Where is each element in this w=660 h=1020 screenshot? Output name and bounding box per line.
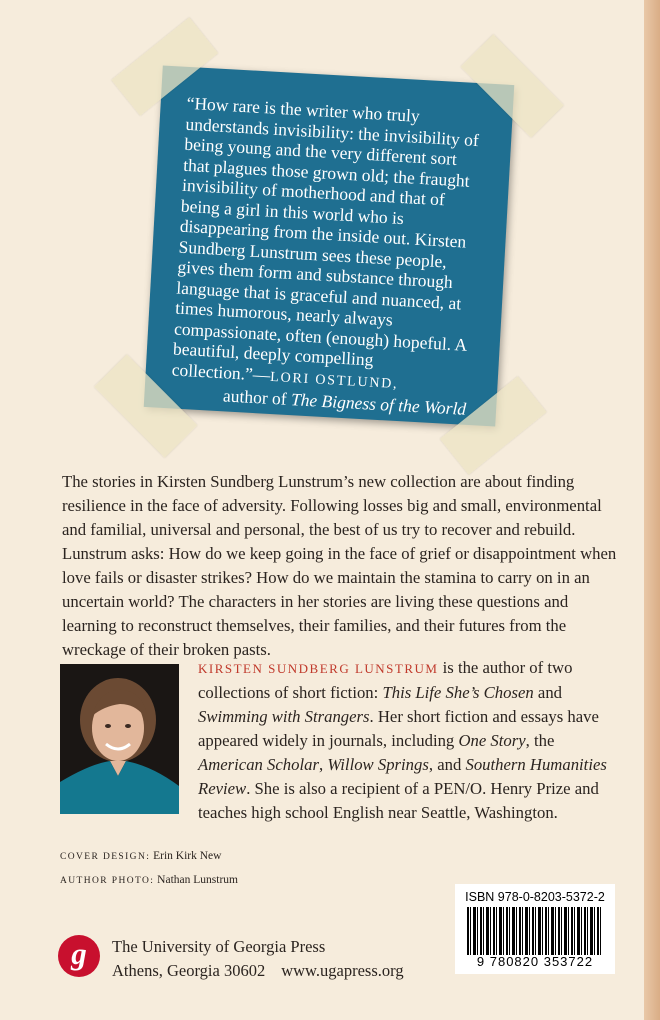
press-city: Athens, Georgia 30602	[112, 961, 266, 980]
bio-text-4: , the	[525, 731, 555, 750]
bio-book-1: This Life She’s Chosen	[382, 683, 534, 702]
bio-text-5: ,	[318, 755, 328, 774]
author-bio	[198, 656, 618, 825]
author-photo-credit	[60, 874, 238, 886]
bio-text-2: and	[533, 683, 563, 702]
photographer: Nathan Lunstrum	[157, 874, 238, 886]
cover-design-credit	[60, 850, 221, 862]
book-blurb: The stories in Kirsten Sundberg Lunstrum’s new collection are about finding resilience in the face of adversity. Following losses big and small, environmental and familial, universal and personal, the best of us try to recover and rebuild. Lunstrum asks: How do we keep going in the face of grief or disappointment when love fails or disaster strikes? How do we maintain the stamina to carry on in an uncertain world? The characters in her stories are living these questions and learning to reconstruct themselves, their families, and their futures from the wreckage of their broken pasts.	[62, 472, 617, 659]
quote-dash: —	[252, 363, 271, 385]
bio-text-3: . Her short fiction and essays have appeared widely in journals, including	[198, 707, 599, 750]
bio-journal-3: Willow Springs	[327, 755, 429, 774]
cover-design-label: COVER DESIGN:	[60, 852, 151, 862]
press-name: The University of Georgia Press	[112, 937, 326, 956]
author-photo	[60, 664, 179, 814]
quote-card	[144, 65, 515, 426]
isbn-label: ISBN 978-0-8203-5372-2	[465, 890, 605, 904]
author-of-prefix: author of	[222, 385, 292, 410]
barcode-bars	[467, 907, 603, 955]
press-address	[112, 961, 404, 981]
author-photo-label: AUTHOR PHOTO:	[60, 876, 155, 886]
barcode-digits: 9 780820 353722	[476, 954, 594, 969]
endorsement-quote	[170, 93, 487, 420]
quoted-book-title: The Bigness of the World	[290, 389, 467, 419]
spine-edge	[644, 0, 660, 1020]
press-logo-icon: g	[58, 935, 100, 977]
bio-text-1: is the author of two collections of short fiction:	[198, 658, 573, 702]
quote-text: “How rare is the writer who truly understands invisibility: the invisibility of being young and the very different sort that plagues those grown old; the fraught invisibility of motherhood and that of being a girl in this world who is disappearing from the inside out. Kirsten Sundberg Lunstrum sees these people, gives them form and substance through language that is graceful and nuanced, at times humorous, nearly always compassionate, often (enough) hopeful. A beautiful, deeply compelling collection.”	[171, 92, 480, 384]
quote-author: LORI OSTLUND,	[269, 369, 399, 392]
bio-text-7: . She is also a recipient of a PEN/O. Henry Prize and teaches high school English near Seattle, Washington.	[198, 779, 599, 822]
bio-text-6: , and	[428, 755, 466, 774]
bio-journal-2: American Scholar	[198, 755, 319, 774]
press-url: www.ugapress.org	[281, 961, 404, 980]
author-name: KIRSTEN SUNDBERG LUNSTRUM	[198, 661, 439, 676]
bio-book-2: Swimming with Strangers	[198, 707, 370, 726]
quote-card-paper	[144, 65, 515, 426]
cover-designer: Erin Kirk New	[153, 850, 222, 862]
quote-attribution	[170, 382, 471, 419]
bio-journal-4: Southern Humanities Review	[198, 755, 607, 798]
bio-journal-1: One Story	[458, 731, 526, 750]
isbn-barcode	[455, 884, 615, 974]
